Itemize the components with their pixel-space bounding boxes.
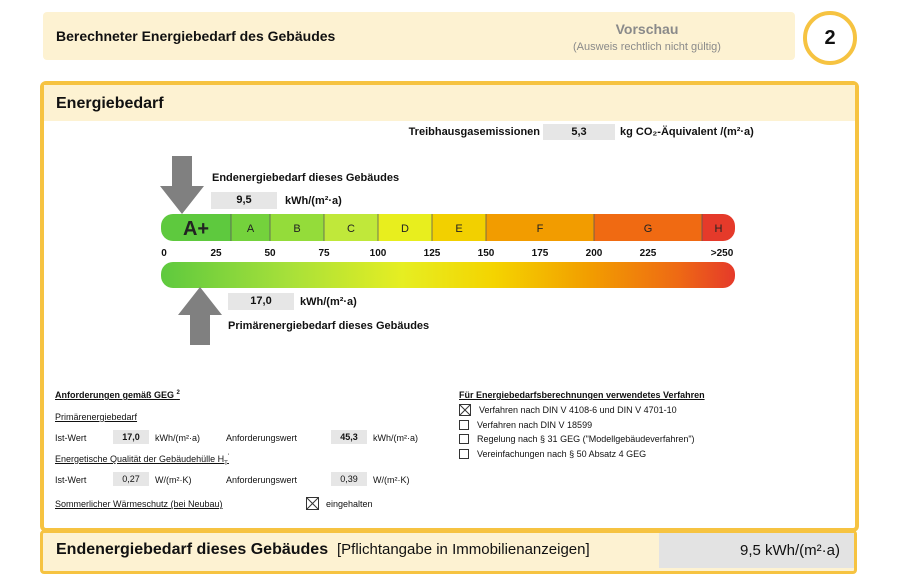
envelope-ist-label: Ist-Wert bbox=[55, 475, 87, 485]
primary-req-label: Anforderungswert bbox=[226, 433, 298, 443]
primary-energy-gradient-bar bbox=[161, 262, 735, 288]
class-label-a: A bbox=[246, 223, 255, 235]
footer-value: 9,5 kWh/(m²·a) bbox=[739, 542, 840, 559]
scale-tick-label: 0 bbox=[161, 248, 167, 259]
method-option-label: Verfahren nach DIN V 4108-6 und DIN V 4701-10 bbox=[479, 405, 677, 415]
preview-note: (Ausweis rechtlich nicht gültig) bbox=[573, 41, 721, 53]
primary-ist-value: 17,0 bbox=[113, 430, 149, 444]
checked-box-icon[interactable] bbox=[459, 404, 471, 416]
methods-list bbox=[459, 403, 759, 461]
requirements-title: Anforderungen gemäß GEG $^2$ bbox=[55, 390, 180, 400]
scale-tick-label: >250 bbox=[710, 248, 734, 259]
scale-tick-label: 150 bbox=[477, 248, 495, 259]
scale-tick-label: 75 bbox=[318, 248, 330, 259]
primary-energy-arrow-icon bbox=[178, 287, 222, 345]
unchecked-box-icon[interactable] bbox=[459, 434, 469, 444]
class-label-h: H bbox=[714, 223, 723, 235]
envelope-title: Energetische Qualität der Gebäudehülle $H_T'$ bbox=[55, 454, 229, 467]
page-number-badge: 2 bbox=[803, 11, 857, 65]
summer-checked-box-icon[interactable] bbox=[306, 497, 319, 510]
scale-tick-label: 225 bbox=[639, 248, 657, 259]
summer-status: eingehalten bbox=[326, 499, 373, 509]
method-option[interactable] bbox=[459, 432, 759, 446]
methods-title: Für Energiebedarfsberechnungen verwendetes Verfahren bbox=[459, 390, 705, 400]
section-title: Energiebedarf bbox=[56, 95, 164, 112]
emissions-label: Treibhausgasemissionen bbox=[408, 126, 540, 138]
primary-energy-value: 17,0 bbox=[228, 293, 294, 310]
envelope-req-value: 0,39 bbox=[331, 472, 367, 486]
page-title: Berechneter Energiebedarf des Gebäudes bbox=[56, 28, 336, 44]
emissions-value: 5,3 bbox=[543, 124, 615, 140]
emissions-unit: kg CO₂-Äquivalent /(m²·a) bbox=[620, 126, 754, 138]
envelope-ist-value: 0,27 bbox=[113, 472, 149, 486]
end-energy-label: Endenergiebedarf dieses Gebäudes bbox=[212, 172, 400, 184]
method-option[interactable] bbox=[459, 447, 759, 461]
class-label-e: E bbox=[455, 223, 463, 235]
scale-tick-label: 200 bbox=[585, 248, 603, 259]
method-option[interactable] bbox=[459, 403, 759, 417]
scale-tick-label: 175 bbox=[531, 248, 549, 259]
preview-title: Vorschau bbox=[615, 21, 679, 37]
energy-scale bbox=[161, 214, 736, 289]
envelope-ist-unit: W/(m²·K) bbox=[155, 475, 192, 485]
method-option-label: Vereinfachungen nach § 50 Absatz 4 GEG bbox=[477, 448, 647, 459]
envelope-req-unit: W/(m²·K) bbox=[373, 475, 410, 485]
method-option[interactable] bbox=[459, 418, 759, 432]
class-label-g: G bbox=[643, 223, 653, 235]
end-energy-value: 9,5 bbox=[211, 192, 277, 209]
unchecked-box-icon[interactable] bbox=[459, 449, 469, 459]
scale-tick-label: 125 bbox=[423, 248, 441, 259]
method-option-label: Verfahren nach DIN V 18599 bbox=[477, 419, 593, 430]
section-header-bar bbox=[44, 85, 855, 121]
class-label-b: B bbox=[293, 223, 301, 235]
primary-energy-label: Primärenergiebedarf dieses Gebäudes bbox=[228, 320, 430, 332]
scale-tick-label: 50 bbox=[264, 248, 276, 259]
primary-req-unit: kWh/(m²·a) bbox=[373, 433, 418, 443]
requirements-primary-title: Primärenergiebedarf bbox=[55, 412, 138, 422]
primary-req-value: 45,3 bbox=[331, 430, 367, 444]
primary-ist-unit: kWh/(m²·a) bbox=[155, 433, 200, 443]
primary-ist-label: Ist-Wert bbox=[55, 433, 87, 443]
end-energy-arrow-icon bbox=[160, 156, 204, 214]
end-energy-unit: kWh/(m²·a) bbox=[285, 195, 342, 207]
primary-energy-unit: kWh/(m²·a) bbox=[300, 296, 357, 308]
envelope-req-label: Anforderungswert bbox=[226, 475, 298, 485]
summer-protection-label: Sommerlicher Wärmeschutz (bei Neubau) bbox=[55, 499, 223, 509]
method-option-label: Regelung nach § 31 GEG ("Modellgebäudeverfahren") bbox=[477, 434, 695, 444]
footer-label: Endenergiebedarf dieses Gebäudes [Pflichtangabe in Immobilienanzeigen] bbox=[56, 541, 590, 558]
class-label-d: D bbox=[401, 223, 409, 235]
class-label-c: C bbox=[347, 223, 355, 235]
scale-tick-label: 25 bbox=[210, 248, 222, 259]
class-label-a-plus: A+ bbox=[182, 218, 210, 240]
scale-tick-label: 100 bbox=[369, 248, 387, 259]
unchecked-box-icon[interactable] bbox=[459, 420, 469, 430]
class-label-f: F bbox=[536, 223, 544, 235]
